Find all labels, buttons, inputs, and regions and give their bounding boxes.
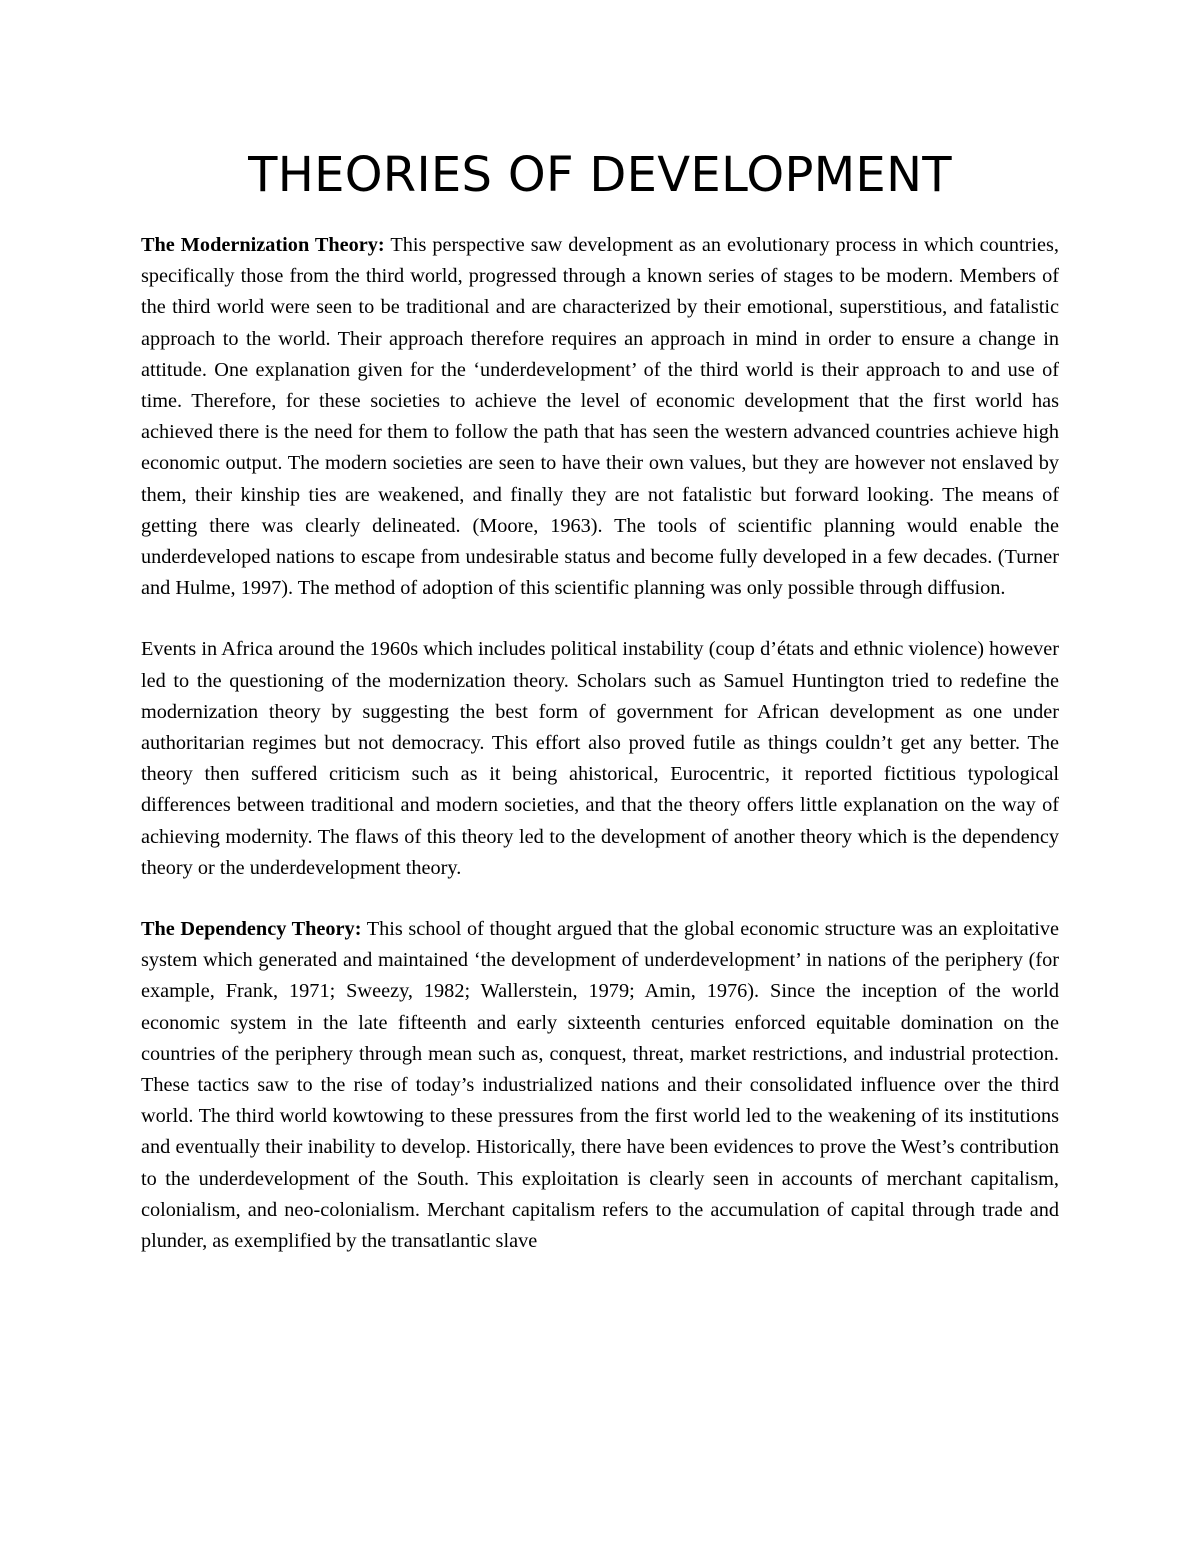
paragraph-events-in-africa [141,634,1059,884]
paragraph-dependency-theory [141,914,1059,1257]
document-title: THEORIES OF DEVELOPMENT [248,147,952,203]
paragraph-text: Events in Africa around the 1960s which includes political instability (coup d’états and ethnic violence) however led to the questioning of the modernization theory. Scholars such as Samuel Huntington tried to redefine the modernization theory by suggesting the best form of government for African development as one under authoritarian regimes but not democracy. This effort also proved futile as things couldn’t get any better. The theory then suffered criticism such as it being ahistorical, Eurocentric, it reported fictitious typological differences between traditional and modern societies, and that the theory offers little explanation on the way of achieving modernity. The flaws of this theory led to the development of another theory which is the dependency theory or the underdevelopment theory. [141,638,1059,879]
paragraph-text: This perspective saw development as an evolutionary process in which countries, specifically those from the third world, progressed through a known series of stages to be modern. Members of the third world were seen to be traditional and are characterized by their emotional, superstitious, and fatalistic approach to the world. Their approach therefore requires an approach in mind in order to ensure a change in attitude. One explanation given for the ‘underdevelopment’ of the third world is their approach to and use of time. Therefore, for these societies to achieve the level of economic development that the first world has achieved there is the need for them to follow the path that has seen the western advanced countries achieve high economic output. The modern societies are seen to have their own values, but they are however not enslaved by them, their kinship ties are weakened, and finally they are not fatalistic but forward looking. The means of getting there was clearly delineated. (Moore, 1963). The tools of scientific planning would enable the underdeveloped nations to escape from undesirable status and become fully developed in a few decades. (Turner and Hulme, 1997). The method of adoption of this scientific planning was only possible through diffusion. [141,234,1059,600]
paragraph-lead-heading: The Dependency Theory: [141,918,362,941]
paragraph-text: This school of thought argued that the global economic structure was an exploitative system which generated and maintained ‘the development of underdevelopment’ in nations of the periphery (for example, Frank, 1971; Sweezy, 1982; Wallerstein, 1979; Amin, 1976). Since the inception of the world economic system in the late fifteenth and early sixteenth centuries enforced equitable domination on the countries of the periphery through mean such as, conquest, threat, market restrictions, and industrial protection. These tactics saw to the rise of today’s industrialized nations and their consolidated influence over the third world. The third world kowtowing to these pressures from the first world led to the weakening of its institutions and eventually their inability to develop. Historically, there have been evidences to prove the West’s contribution to the underdevelopment of the South. This exploitation is clearly seen in accounts of merchant capitalism, colonialism, and neo-colonialism. Merchant capitalism refers to the accumulation of capital through trade and plunder, as exemplified by the transatlantic slave [141,918,1059,1253]
paragraph-lead-heading: The Modernization Theory: [141,234,385,256]
document-body [141,230,1059,1287]
paragraph-modernization-theory [141,230,1059,604]
